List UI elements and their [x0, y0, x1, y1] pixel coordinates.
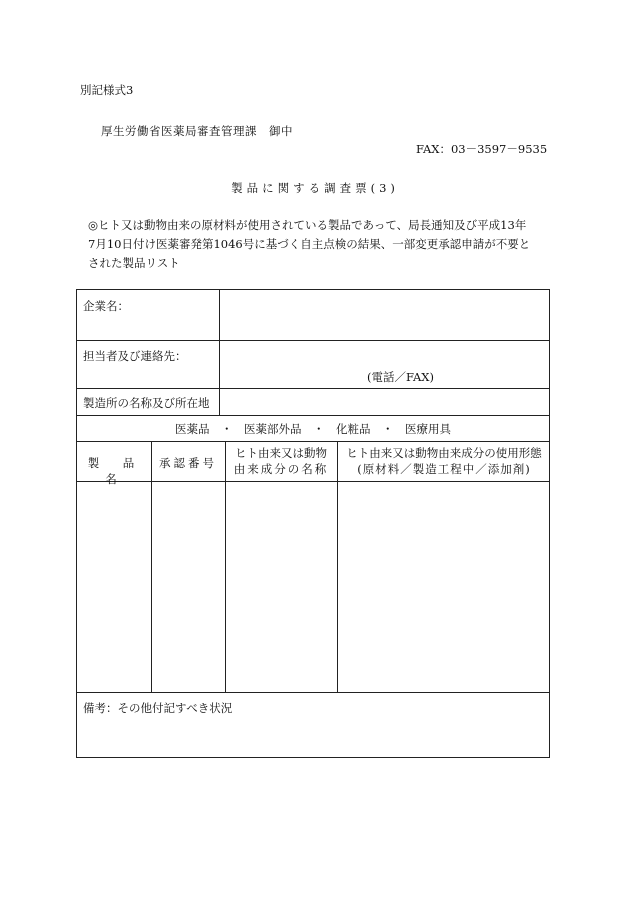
- product-categories: 医薬品 ・ 医薬部外品 ・ 化粧品 ・ 医療用具: [175, 422, 451, 436]
- facility-row: [77, 389, 549, 416]
- product-list-body[interactable]: [77, 482, 549, 693]
- column-header-row: [77, 442, 549, 486]
- phone-fax-note: (電話／FAX): [367, 370, 434, 384]
- company-field[interactable]: [220, 290, 549, 340]
- remarks-row[interactable]: [77, 693, 549, 757]
- column-origin-name: [225, 445, 337, 477]
- column-usage-line-1: ヒト由来又は動物由来成分の使用形態: [346, 446, 542, 460]
- facility-field[interactable]: [220, 389, 549, 415]
- contact-label: 担当者及び連絡先：: [83, 349, 187, 363]
- column-approval-number: 承認番号: [159, 456, 217, 470]
- document-title: 製品に関する調査票(3): [231, 181, 399, 195]
- intro-paragraph: [88, 216, 551, 273]
- column-origin-line-1: ヒト由来又は動物: [235, 446, 327, 460]
- column-usage-form: [337, 445, 551, 477]
- contact-field[interactable]: [220, 341, 549, 388]
- column-product-name: 製 品 名: [87, 456, 158, 486]
- company-row: [77, 290, 549, 341]
- categories-row: [77, 416, 549, 442]
- facility-label: 製造所の名称及び所在地: [83, 396, 210, 410]
- company-label: 企業名：: [83, 299, 129, 313]
- intro-line-1: ◎ヒト又は動物由来の原材料が使用されている製品であって、局長通知及び平成13年: [88, 218, 527, 232]
- fax-number: FAX：03－3597－9535: [416, 142, 548, 156]
- column-usage-line-2: (原材料／製造工程中／添加剤): [357, 462, 531, 476]
- addressee: 厚生労働省医薬局審査管理課 御中: [101, 124, 293, 138]
- intro-line-3: された製品リスト: [88, 256, 180, 270]
- survey-form-table: [76, 289, 550, 758]
- remarks-label: 備考：その他付記すべき状況: [83, 701, 233, 715]
- form-label: 別記様式3: [80, 83, 134, 97]
- column-origin-line-2: 由来成分の名称: [233, 462, 329, 476]
- intro-line-2: 7月10日付け医薬審発第1046号に基づく自主点検の結果、一部変更承認申請が不要と: [88, 237, 531, 251]
- contact-row: [77, 341, 549, 389]
